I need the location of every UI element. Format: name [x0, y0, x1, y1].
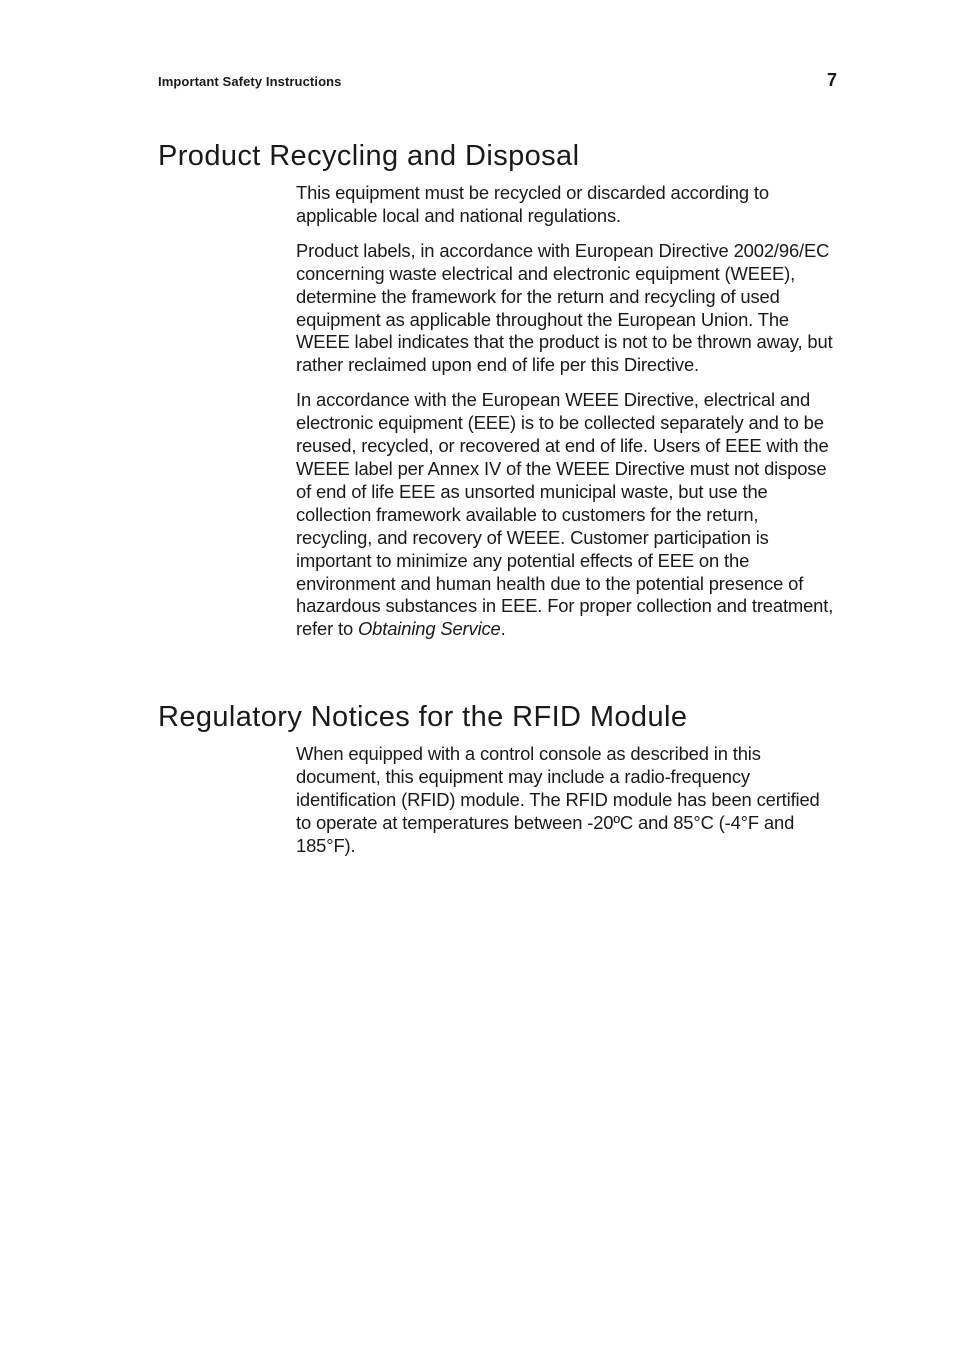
- paragraph: Product labels, in accordance with European Directive 2002/96/EC concerning waste electrical and electronic equipment (WEEE), determine the framework for the return and recycling of used equipment as applicable throughout the European Union. The WEEE label indicates that the product is not to be thrown away, but rather reclaimed upon end of life per this Directive.: [296, 239, 833, 376]
- section-title-recycling: Product Recycling and Disposal: [158, 140, 580, 172]
- paragraph-text: In accordance with the European WEEE Directive, electrical and electronic equipment (EEE) is to be collected separately and to be reused, recycled, or recovered at end of life. Users of EEE with the WEEE label per Annex IV of the WEEE Directive must not dispose of end of life EEE as unsorted municipal waste, but use the collection framework available to customers for the return, recycling, and recovery of WEEE. Customer participation is important to minimize any potential effects of EEE on the environment and human health due to the potential presence of hazardous substances in EEE. For proper collection and treatment, refer to: [296, 389, 834, 640]
- reference-suffix: .: [500, 618, 506, 640]
- section-body-recycling: [296, 182, 838, 653]
- page-number: 7: [826, 70, 837, 90]
- paragraph: [296, 389, 838, 641]
- running-header: Important Safety Instructions: [158, 74, 342, 89]
- section-title-rfid: Regulatory Notices for the RFID Module: [158, 701, 688, 733]
- section-body-rfid: [296, 743, 838, 870]
- paragraph: When equipped with a control console as described in this document, this equipment may include a radio-frequency identification (RFID) module. The RFID module has been certified to operate at temperatures between -20ºC and 85°C (-4°F and 185°F).: [296, 743, 820, 856]
- paragraph: This equipment must be recycled or discarded according to applicable local and national regulations.: [296, 182, 769, 226]
- obtaining-service-reference[interactable]: Obtaining Service: [358, 618, 501, 640]
